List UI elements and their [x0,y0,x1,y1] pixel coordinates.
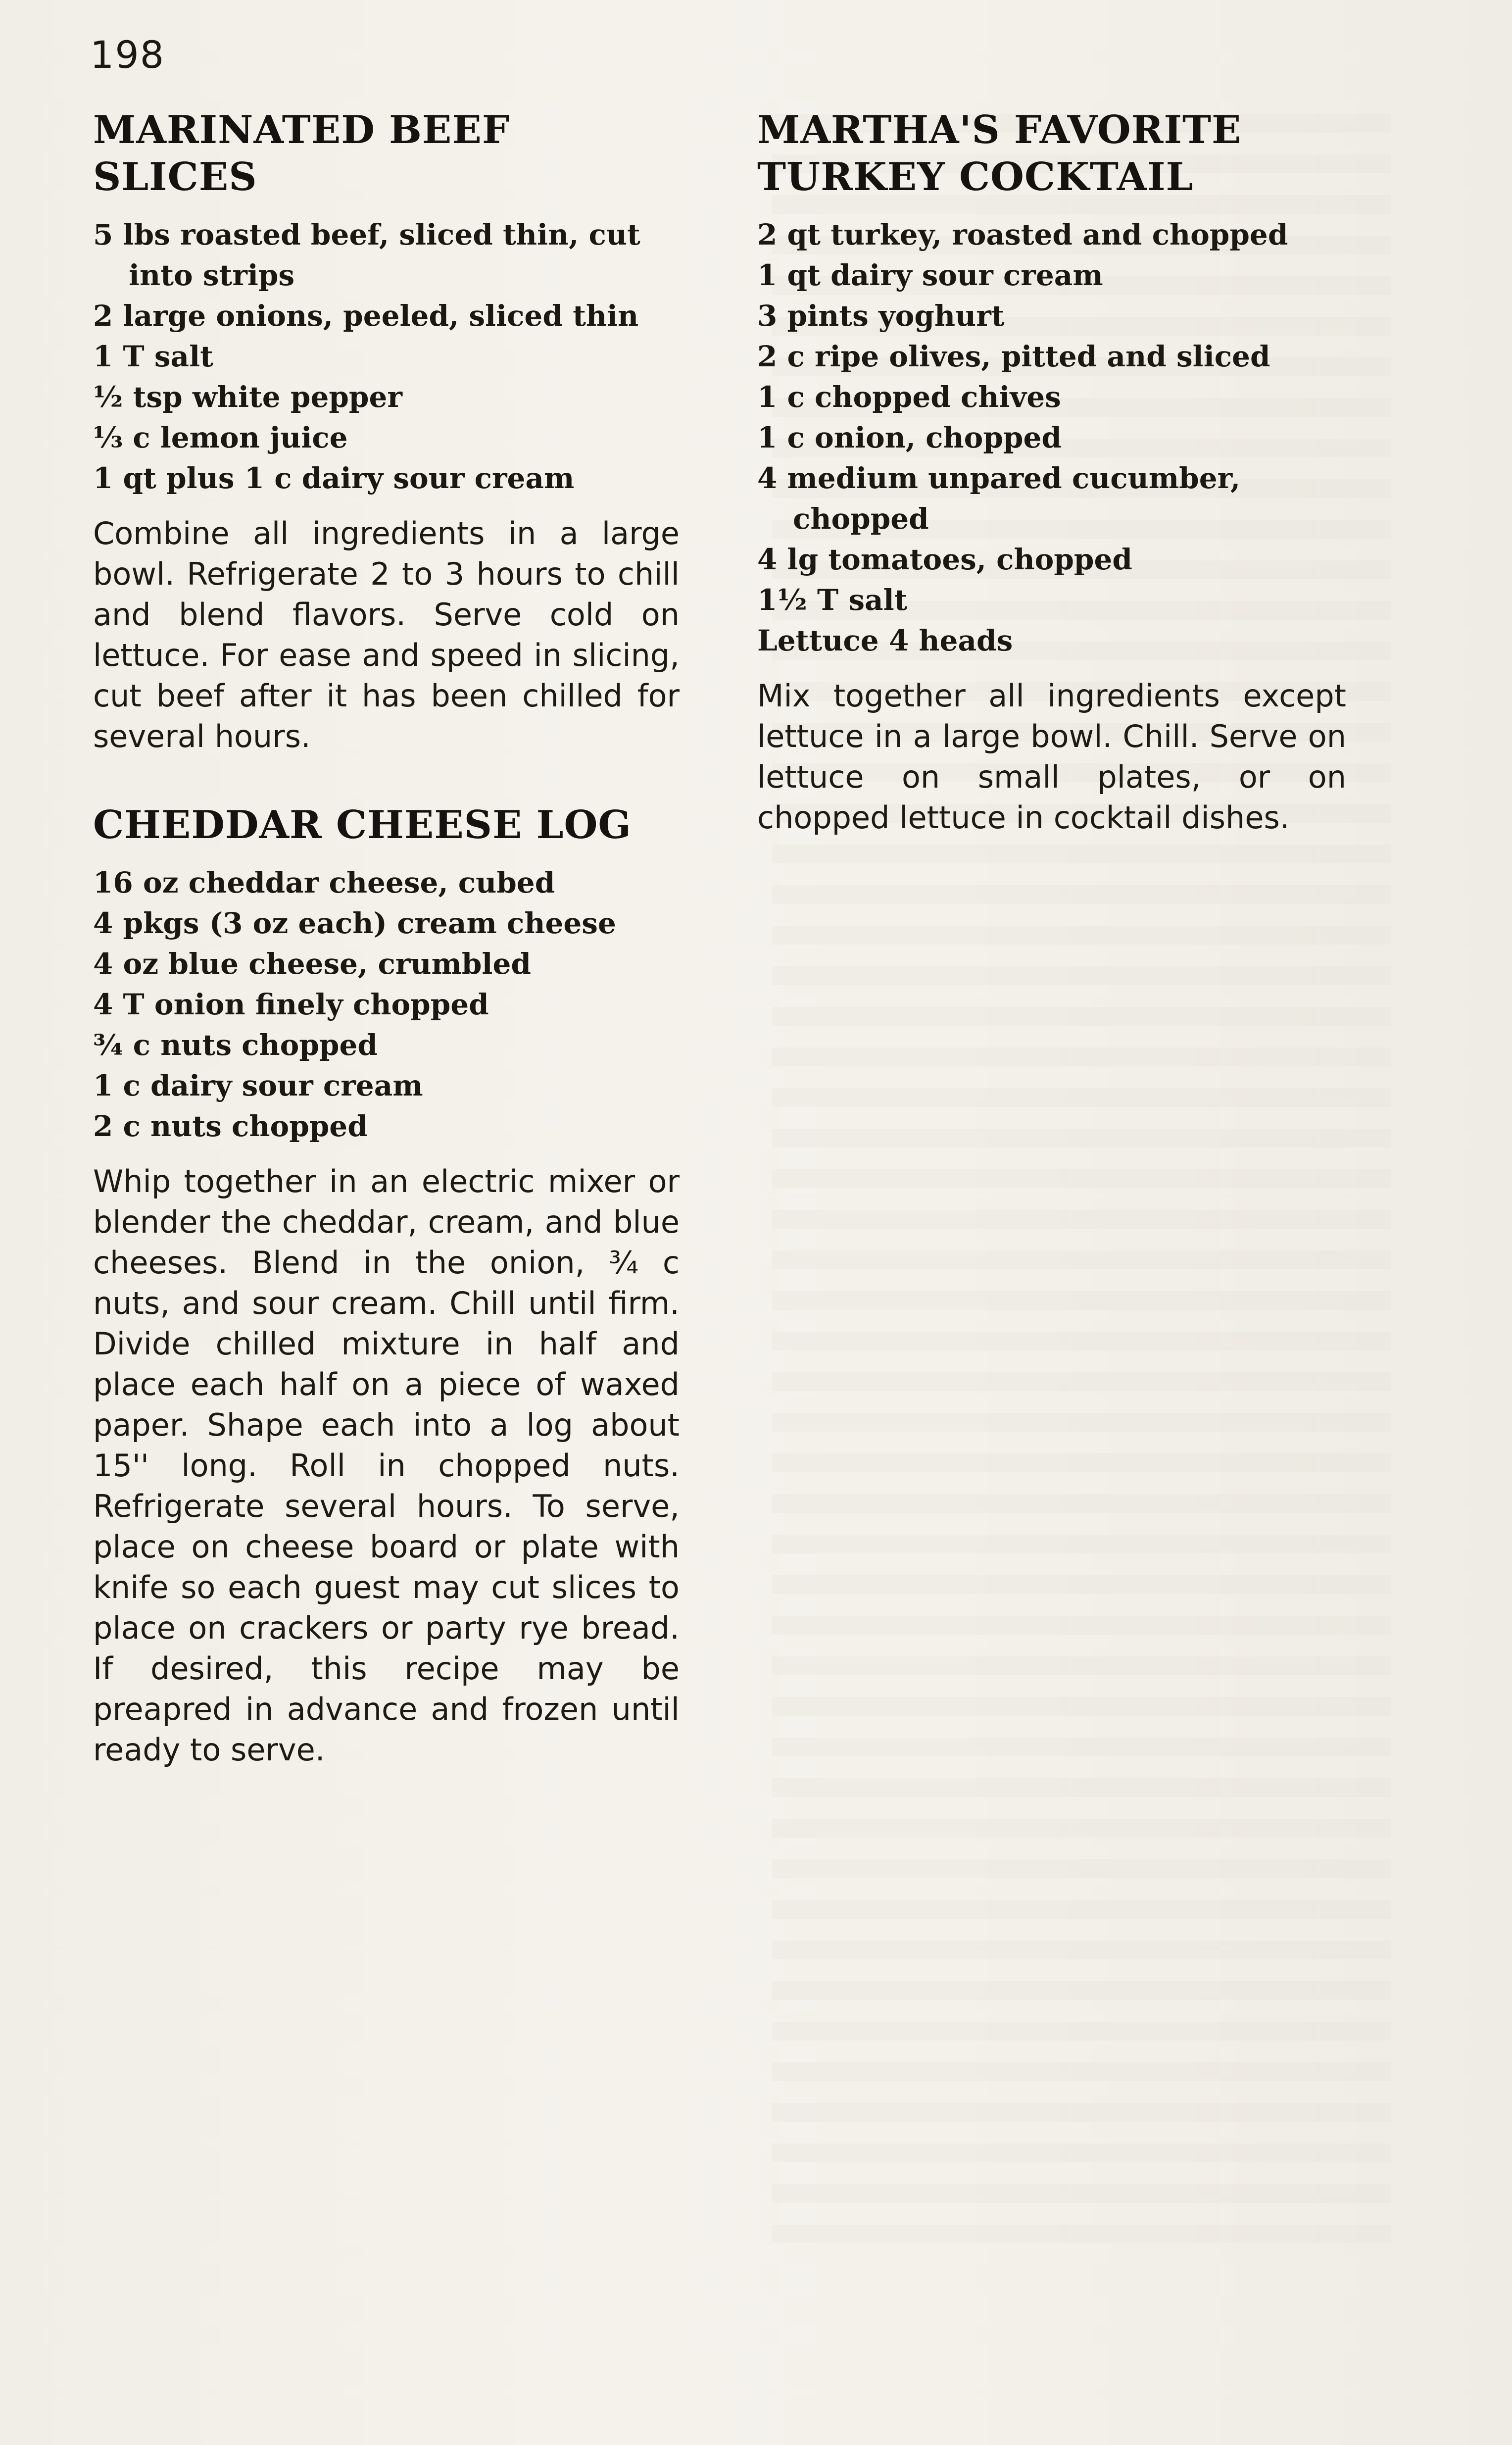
left-column [93,106,680,1770]
ingredient-list [93,862,680,1147]
ingredient: 2 c ripe olives, pitted and sliced [757,340,1270,373]
recipe-directions: Combine all ingredients in a large bowl. Refrigerate 2 to 3 hours to chill and blend flavors. Serve cold on lettuce. For ease and speed in slicing, cut beef after it has been chilled for several hours. [93,515,680,754]
ingredient: 1 qt dairy sour cream [757,258,1103,292]
ingredient: 2 large onions, peeled, sliced thin [93,299,639,333]
ingredient: 4 T onion finely chopped [93,988,489,1021]
ingredient: 1 qt plus 1 c dairy sour cream [93,461,575,495]
right-column [757,106,1346,838]
page-number: 198 [90,33,165,77]
ingredient: ½ tsp white pepper [93,380,402,414]
recipe-directions: Mix together all ingredients except lettuce in a large bowl. Chill. Serve on lettuce on small plates, or on chopped lettuce in cocktail dishes. [757,678,1346,836]
ingredient: 5 lbs roasted beef, sliced thin, cut into strips [93,218,640,292]
ingredient: 1 c onion, chopped [757,421,1062,454]
recipe-cheddar-cheese-log [93,801,680,1770]
ingredient: 2 c nuts chopped [93,1109,368,1143]
ingredient: 4 pkgs (3 oz each) cream cheese [93,906,616,940]
recipe-marinated-beef-slices [93,106,680,757]
ingredient: 1 T salt [93,340,213,373]
recipe-directions: Whip together in an electric mixer or blender the cheddar, cream, and blue cheeses. Blend in the onion, ¾ c nuts, and sour cream. Chill until firm. Divide chilled mixture in half and place each half on a piece of waxed paper. Shape each into a log about 15'' long. Roll in chopped nuts. Refrigerate several hours. To serve, place on cheese board or plate with knife so each guest may cut slices to place on crackers or party rye bread. If desired, this recipe may be preapred in advance and frozen until ready to serve. [93,1163,680,1768]
ingredient: 1½ T salt [757,583,908,617]
recipe-title: MARINATED BEEF SLICES [93,107,510,200]
recipe-marthas-favorite-turkey-cocktail [757,106,1346,838]
ingredient: 16 oz cheddar cheese, cubed [93,866,555,899]
ingredient-list [93,214,680,499]
ingredient: 4 oz blue cheese, crumbled [93,947,531,981]
ingredient: 1 c dairy sour cream [93,1069,423,1102]
ingredient: 4 medium unpared cucumber, chopped [757,461,1241,536]
ingredient: 4 lg tomatoes, chopped [757,543,1132,576]
ingredient: ¾ c nuts chopped [93,1028,378,1062]
recipe-title: CHEDDAR CHEESE LOG [93,802,632,848]
ingredient: ⅓ c lemon juice [93,421,348,454]
ingredient: 2 qt turkey, roasted and chopped [757,218,1288,251]
ingredient-list [757,214,1346,661]
ingredient: 3 pints yoghurt [757,299,1005,333]
recipe-title: MARTHA'S FAVORITE TURKEY COCKTAIL [757,107,1242,200]
ingredient: 1 c chopped chives [757,380,1061,414]
ingredient: Lettuce 4 heads [757,624,1013,657]
